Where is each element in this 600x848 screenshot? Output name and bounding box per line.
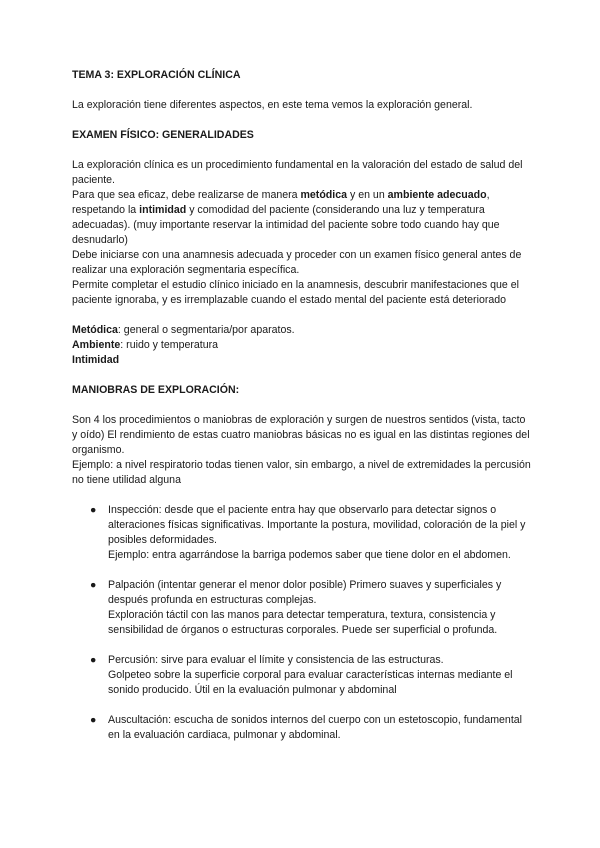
- section1-paragraph-1: La exploración clínica es un procedimiento fundamental en la valoración del estado de salud del paciente.: [72, 159, 523, 186]
- list-item-extra: Ejemplo: entra agarrándose la barriga podemos saber que tiene dolor en el abdomen.: [108, 549, 511, 561]
- definition-text: : general o segmentaria/por aparatos.: [117, 324, 295, 336]
- section1-heading: EXAMEN FÍSICO: GENERALIDADES: [72, 129, 254, 141]
- section1-paragraph-3: Debe iniciarse con una anamnesis adecuada y proceder con un examen físico general antes de realizar una exploración segmentaria específica.: [72, 249, 522, 276]
- definition-term: Metódica: [72, 324, 118, 336]
- p2-text-e: , respetando la: [72, 189, 490, 216]
- list-item-main: Palpación (intentar generar el menor dolor posible) Primero suaves y superficiales y después profunda en estructuras complejas.: [108, 579, 502, 606]
- list-item-extra: Exploración táctil con las manos para detectar temperatura, textura, consistencia y sensibilidad de órganos o estructuras corporales. Puede ser superficial o profunda.: [108, 609, 498, 636]
- bullet-icon: ●: [90, 714, 97, 726]
- section2-paragraph-1: Son 4 los procedimientos o maniobras de exploración y surgen de nuestros sentidos (vista, tacto y oído) El rendimiento de estas cuatro maniobras básicas no es igual en las distintas regiones del organismo.: [72, 414, 530, 456]
- p2-bold-metodica: metódica: [300, 189, 348, 201]
- list-item-main: Percusión: sirve para evaluar el límite y consistencia de las estructuras.: [108, 654, 444, 666]
- p2-text-g: y comodidad del paciente (considerando una luz y temperatura adecuadas). (muy importante reservar la intimidad del paciente sobre todo cuando hay que desnudarlo): [72, 204, 500, 246]
- p2-text-a: Para que sea eficaz, debe realizarse de manera: [72, 189, 301, 201]
- document-page: [72, 68, 532, 743]
- list-item-extra: Golpeteo sobre la superficie corporal para evaluar características internas mediante el sonido producido. Útil en la evaluación pulmonar y abdominal: [108, 669, 513, 696]
- maneuvers-list: [72, 503, 532, 743]
- list-item-main: Auscultación: escucha de sonidos internos del cuerpo con un estetoscopio, fundamental en la evaluación cardiaca, pulmonar y abdominal.: [108, 714, 523, 741]
- p2-bold-intimidad: intimidad: [139, 204, 187, 216]
- section2-heading: MANIOBRAS DE EXPLORACIÓN:: [72, 384, 240, 396]
- definition-metodica: [72, 323, 532, 338]
- page-title: TEMA 3: EXPLORACIÓN CLÍNICA: [72, 69, 241, 81]
- bullet-icon: ●: [90, 504, 97, 516]
- section2-paragraph-2: Ejemplo: a nivel respiratorio todas tienen valor, sin embargo, a nivel de extremidades la percusión no tiene utilidad alguna: [72, 459, 531, 486]
- section1-paragraph-2: [72, 188, 532, 248]
- definition-text: : ruido y temperatura: [120, 339, 219, 351]
- list-item-main: Inspección: desde que el paciente entra hay que observarlo para detectar signos o alteraciones físicas significativas. Importante la postura, movilidad, coloración de la piel y posibles deformidades.: [108, 504, 526, 546]
- bullet-icon: ●: [90, 654, 97, 666]
- definition-term: Intimidad: [72, 354, 120, 366]
- bullet-icon: ●: [90, 579, 97, 591]
- list-item-auscultacion: [72, 713, 532, 743]
- p2-bold-ambiente: ambiente adecuado: [387, 189, 487, 201]
- p2-text-c: y en un: [347, 189, 388, 201]
- list-item-inspeccion: [72, 503, 532, 563]
- section1-paragraph-4: Permite completar el estudio clínico iniciado en la anamnesis, descubrir manifestaciones que el paciente ignoraba, y es irremplazable cuando el estado mental del paciente está deteriorado: [72, 279, 519, 306]
- list-item-palpacion: [72, 578, 532, 638]
- intro-paragraph: La exploración tiene diferentes aspectos, en este tema vemos la exploración general.: [72, 99, 473, 111]
- list-item-percusion: [72, 653, 532, 698]
- definition-intimidad: [72, 353, 532, 368]
- definition-ambiente: [72, 338, 532, 353]
- definition-term: Ambiente: [72, 339, 121, 351]
